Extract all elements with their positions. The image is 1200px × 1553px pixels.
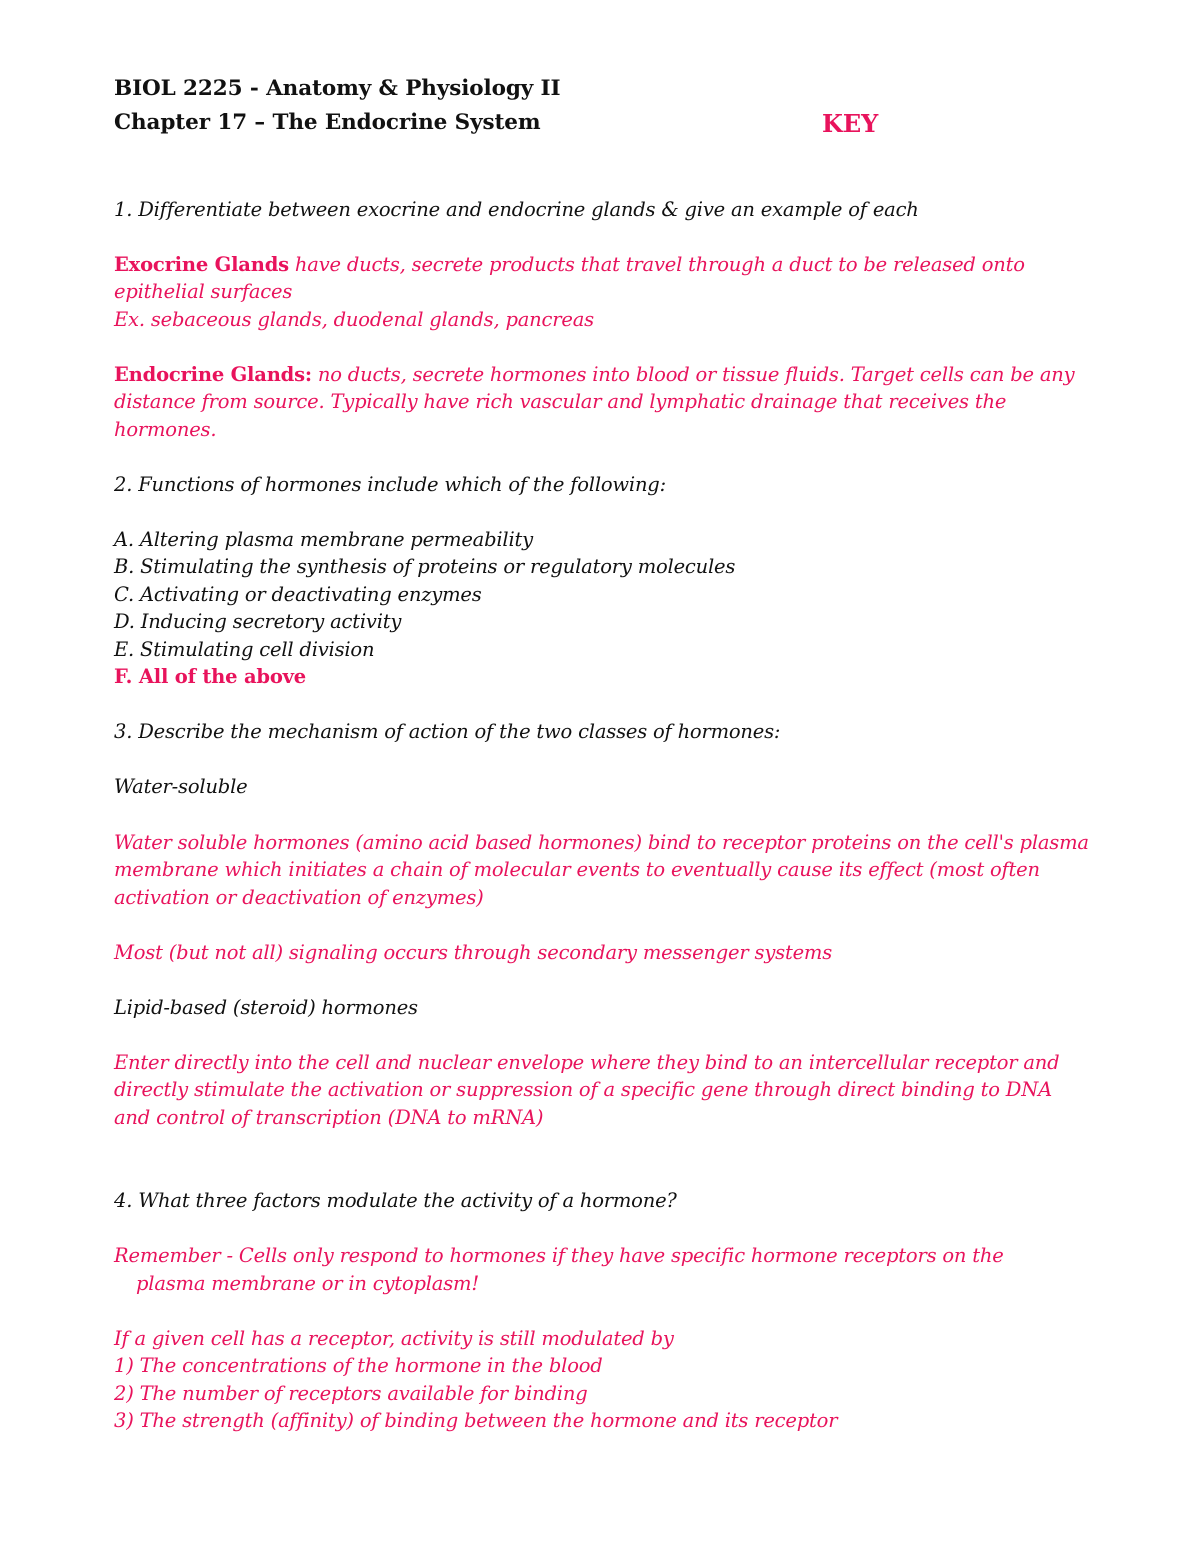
- lipid-answer-2: directly stimulate the activation or suppression of a specific gene through direct binding to DNA: [114, 1078, 1052, 1101]
- exocrine-term: Exocrine Glands: [114, 253, 289, 276]
- water-soluble-note: Most (but not all) signaling occurs through secondary messenger systems: [114, 941, 833, 964]
- factor-1: 1) The concentrations of the hormone in the blood: [114, 1354, 603, 1377]
- endocrine-definition-1: no ducts, secrete hormones into blood or tissue fluids. Target cells can be any: [311, 363, 1075, 386]
- factor-2: 2) The number of receptors available for binding: [114, 1382, 588, 1405]
- key-label: KEY: [822, 109, 879, 138]
- water-soluble-answer-3: activation or deactivation of enzymes): [114, 886, 484, 909]
- remember-note-1: Remember - Cells only respond to hormones if they have specific hormone receptors on the: [114, 1244, 1004, 1267]
- option-d: D. Inducing secretory activity: [114, 610, 402, 633]
- lipid-answer-3: and control of transcription (DNA to mRNA): [114, 1106, 544, 1129]
- option-b: B. Stimulating the synthesis of proteins or regulatory molecules: [114, 555, 736, 578]
- question-3: 3. Describe the mechanism of action of the two classes of hormones:: [114, 720, 781, 743]
- endocrine-definition-3: hormones.: [114, 418, 217, 441]
- endocrine-answer-line-1: [114, 362, 1074, 388]
- lipid-based-heading: Lipid-based (steroid) hormones: [114, 996, 418, 1019]
- water-soluble-heading: Water-soluble: [114, 775, 248, 798]
- chapter-title: Chapter 17 – The Endocrine System: [114, 110, 541, 135]
- endocrine-definition-2: distance from source. Typically have rich vascular and lymphatic drainage that receives the: [114, 390, 1007, 413]
- option-c: C. Activating or deactivating enzymes: [114, 583, 482, 606]
- answer-option-f: F. All of the above: [114, 665, 306, 688]
- question-4: 4. What three factors modulate the activity of a hormone?: [114, 1189, 677, 1212]
- modulation-intro: If a given cell has a receptor, activity is still modulated by: [114, 1327, 674, 1350]
- lipid-answer-1: Enter directly into the cell and nuclear envelope where they bind to an intercellular receptor and: [114, 1051, 1060, 1074]
- water-soluble-answer-1: Water soluble hormones (amino acid based hormones) bind to receptor proteins on the cell's plasma: [114, 831, 1089, 854]
- question-2: 2. Functions of hormones include which of the following:: [114, 473, 666, 496]
- exocrine-answer-line-1: [114, 252, 1025, 278]
- option-e: E. Stimulating cell division: [114, 638, 375, 661]
- option-a: A. Altering plasma membrane permeability: [114, 528, 533, 551]
- endocrine-term: Endocrine Glands:: [114, 363, 312, 386]
- exocrine-definition-2: epithelial surfaces: [114, 280, 293, 303]
- course-title: BIOL 2225 - Anatomy & Physiology II: [114, 76, 561, 101]
- remember-note-2: plasma membrane or in cytoplasm!: [136, 1272, 479, 1295]
- question-1: 1. Differentiate between exocrine and endocrine glands & give an example of each: [114, 198, 919, 221]
- exocrine-definition-1: have ducts, secrete products that travel through a duct to be released onto: [288, 253, 1025, 276]
- factor-3: 3) The strength (affinity) of binding between the hormone and its receptor: [114, 1409, 838, 1432]
- water-soluble-answer-2: membrane which initiates a chain of molecular events to eventually cause its effect (most often: [114, 858, 1040, 881]
- exocrine-example: Ex. sebaceous glands, duodenal glands, pancreas: [114, 308, 594, 331]
